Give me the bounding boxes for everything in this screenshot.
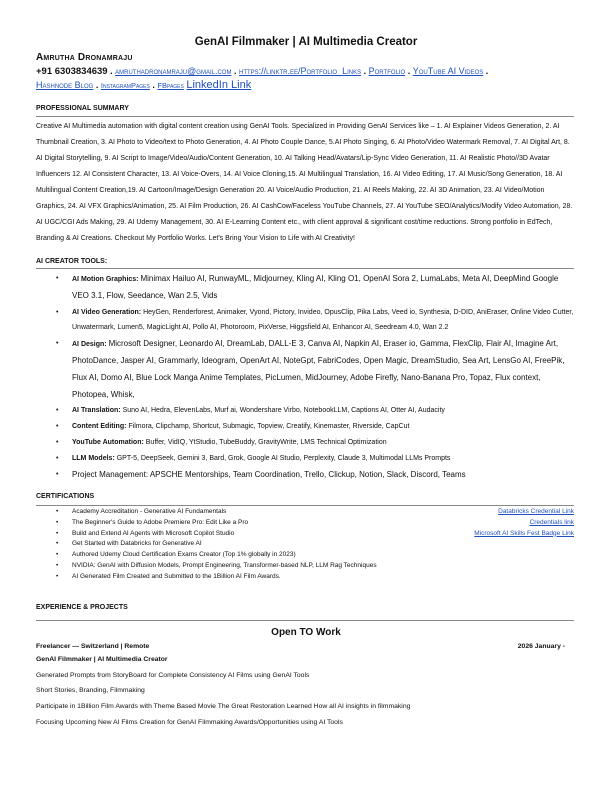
document-title: GenAI Filmmaker | AI Multimedia Creator (194, 36, 418, 48)
tool-category: Content Editing: (72, 423, 127, 431)
section-heading-tools: AI CREATOR TOOLS: (36, 258, 108, 265)
tool-values: GPT-5, DeepSeek, Gemini 3, Bard, Grok, Google AI Studio, Perplexity, Claude 3, Multimodal LLMs Prompts (116, 454, 451, 462)
experience-line: Focusing Upcoming New AI Films Creation for GenAI Filmmaking Awards/Opportunities using AI Tools (36, 719, 343, 726)
tool-category: AI Translation: (72, 407, 121, 415)
separator: . (95, 80, 99, 90)
certification-item (36, 539, 574, 550)
separator: . (363, 66, 367, 76)
role-date: 2026 January - (517, 643, 565, 650)
certification-label: The Beginner's Guide to Adobe Premiere Pro: Edit Like a Pro (72, 518, 249, 526)
separator: . (233, 66, 237, 76)
youtube-link[interactable]: YouTube AI Videos (412, 66, 484, 76)
tool-item-video-generation (36, 305, 576, 337)
section-heading-certifications: CERTIFICATIONS (36, 493, 95, 500)
linktree-link[interactable]: https://linktr.ee/Portfolio_Links (239, 66, 362, 76)
experience-line: Participate in 1Billion Film Awards with Theme Based Movie The Great Restoration Learned How all AI insights in filmmaking (36, 703, 411, 710)
certification-item (36, 550, 574, 561)
experience-line: Generated Prompts from StoryBoard for Complete Consistency AI Films using GenAI Tools (36, 672, 310, 679)
tool-values: HeyGen, Renderforest, Animaker, Vyond, Pictory, Invideo, OpusClip, Pika Labs, Veed io, Synthesia, D-DID, AniEraser, Online Video Cutter, Unwatermark, Lumen5, MagicLight AI, Pollo AI, Photoroom, PixVerse, Higgsfield AI, Enhancor AI, Seedream 4.0, Wan 2.2 (72, 308, 574, 332)
tool-category: YouTube Automation: (72, 438, 144, 446)
role-location: Freelancer — Switzerland | Remote (36, 643, 150, 650)
section-divider (36, 268, 574, 269)
email-link[interactable]: amruthadronamraju@gmail.com (115, 66, 232, 76)
tool-values: Filmora, Clipchamp, Shortcut, Submagic, Topview, Creatify, Kinemaster, Riverside, CapCut (128, 423, 410, 431)
contact-row-2 (36, 79, 251, 91)
separator: . (485, 66, 489, 76)
tool-item-project-management (36, 467, 576, 483)
instagram-link[interactable]: InstagramPages (100, 81, 150, 90)
certification-item (36, 529, 574, 540)
section-divider (36, 505, 574, 506)
tool-category: AI Motion Graphics: (72, 276, 139, 283)
certification-item (36, 572, 574, 583)
certifications-list (36, 507, 574, 583)
separator: . (110, 66, 113, 76)
certification-link[interactable]: Credentials link (529, 518, 574, 526)
certification-label: NVIDIA: GenAI with Diffusion Models, Prompt Engineering, Transformer-based NLP, LLM Rag Techniques (72, 561, 377, 569)
section-divider (36, 620, 574, 621)
certification-label: Get Started with Databricks for Generative AI (72, 540, 202, 548)
candidate-name: Amrutha Dronamraju (36, 52, 133, 63)
tool-item-youtube-automation (36, 435, 576, 451)
summary-text: Creative AI Multimedia automation with digital content creation using GenAI Tools. Specialized in Providing GenAI Services like – 1. AI Explainer Videos Generation, 2. AI Thumbnail Creation, 3. AI Photo to Video/text to Photo Generation, 4. AI Photo Couple Dance, 5.AI Photo Singing, 6. AI Photo/Video Watermark Removal, 7. AI Digital Art, 8. AI Digital Storytelling, 9. AI Script to Image/Video/Audio/Content Generation, 10. AI Talking Head/Avatars/Lip-Sync Video Generation, 11. AI Realistic Photo//3D Avatar Influencers 12. AI Consistent Character, 13. AI Voice-Overs, 14. AI Voice Cloning,15. AI Multilingual Translation, 16. AI Video Editing, 17. AI Music/Song Generation, 18. AI Multilingual Content Creation,19. AI Cartoon/Image/Design Generation 20. AI Voice/Audio Production, 21. AI Reels Making, 22. AI 3D Animation, 23. AI Video/Motion Graphics, 24. AI VFX Graphics/Animation, 25. AI Film Production, 26. AI CashCow/Faceless YouTube Channels, 27. AI YouTube SEO/Analytics/Modify Video Automation, 28. AI UGC/CGI Ads Making, 29. AI Udemy Management, 30. AI E-Learning Content etc., with client approval & significant cost/time reductions. Strong portfolio in EdTech, Branding & AI Creations. Checkout My Portfolio Works. Let's Bring Your Vision to Life with AI Creativity! (36, 123, 573, 242)
tools-list (36, 271, 576, 482)
hashnode-link[interactable]: Hashnode Blog (36, 80, 94, 90)
tool-item-design (36, 336, 576, 403)
facebook-link[interactable]: FBpages (157, 81, 184, 90)
separator: . (407, 66, 411, 76)
tool-values: Minimax Hailuo AI, RunwayML, Midjourney, Kling AI, Kling O1, OpenAI Sora 2, LumaLabs, Meta AI, DeepMind Google VEO 3.1, Flow, Seedance, Wan 2.5, Vids (72, 274, 559, 300)
phone-number: +91 6303834639 (36, 66, 108, 77)
certification-label: AI Generated Film Created and Submitted to the 1Billion AI Film Awards. (72, 572, 281, 580)
section-heading-summary: PROFESSIONAL SUMMARY (36, 105, 129, 112)
tool-item-translation (36, 403, 576, 419)
tool-item-content-editing (36, 419, 576, 435)
tool-item-llm-models (36, 451, 576, 467)
tool-item-motion-graphics (36, 271, 576, 305)
role-title: GenAI Filmmaker | AI Multimedia Creator (36, 656, 168, 663)
tool-values: Suno AI, Hedra, ElevenLabs, Murf ai, Wondershare Virbo, NotebookLLM, Captions AI, Otter AI, Audacity (122, 407, 445, 415)
certification-label: Build and Extend AI Agents with Microsoft Copilot Studio (72, 529, 235, 537)
portfolio-link[interactable]: Portfolio (368, 66, 406, 76)
certification-label: Authored Udemy Cloud Certification Exams Creator (Top 1% globally in 2023) (72, 551, 296, 559)
experience-line: Short Stories, Branding, Filmmaking (36, 687, 145, 694)
contact-row-1 (36, 66, 488, 77)
certification-item (36, 507, 574, 518)
certification-item (36, 518, 574, 529)
tool-category: AI Design: (72, 341, 107, 349)
certification-item (36, 561, 574, 572)
linkedin-link[interactable]: LinkedIn Link (186, 79, 252, 91)
separator: . (152, 80, 155, 90)
certification-link[interactable]: Microsoft AI Skills Fest Badge Link (474, 529, 574, 537)
open-to-work-banner: Open TO Work (271, 627, 341, 638)
section-divider (36, 116, 574, 117)
tool-category: Project Management: (72, 469, 149, 479)
tool-values: APSCHE Mentorships, Team Coordination, Trello, Clickup, Notion, Slack, Discord, Teams (149, 469, 466, 479)
section-heading-experience: EXPERIENCE & PROJECTS (36, 604, 128, 611)
certification-label: Academy Accreditation - Generative AI Fundamentals (72, 508, 227, 515)
tool-values: Microsoft Designer, Leonardo AI, DreamLab, DALL-E 3, Canva AI, Napkin AI, Eraser io, Gamma, FlexClip, Flair AI, Imagine Art, PhotoDance, Jasper AI, Grammarly, Ideogram, OpenArt AI, NoteGpt, FabriCodes, Open Magic, DreamStudio, Sea Art, LensGo AI, FreePik, Flux AI, Domo AI, Blue Lock Manga Anime Templates, PicLumen, MidJourney, Adobe Firefly, Nano-Banana Pro, Topaz, Flux context, Photopea, Whisk, (72, 339, 565, 399)
tool-category: AI Video Generation: (72, 308, 142, 316)
tool-values: Buffer, VidIQ, YtStudio, TubeBuddy, GravityWrite, LMS Technical Optimization (145, 438, 387, 446)
tool-category: LLM Models: (72, 454, 115, 462)
certification-link[interactable]: Databricks Credential Link (498, 508, 574, 515)
